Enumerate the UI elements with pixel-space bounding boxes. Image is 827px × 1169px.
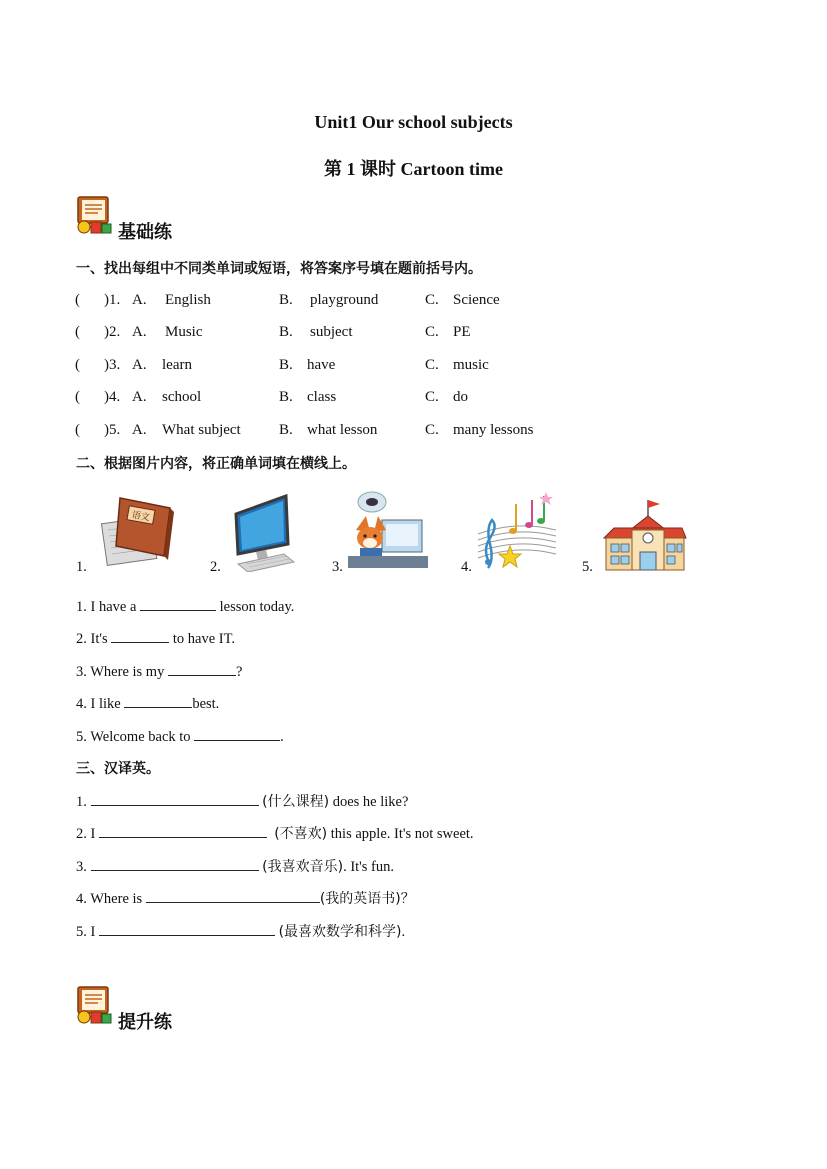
answer-blank[interactable]	[146, 888, 320, 903]
fill-sentence-3	[76, 661, 242, 681]
option-c-letter: C.	[425, 422, 439, 438]
item-after: does he like?	[329, 794, 409, 810]
answer-blank[interactable]	[99, 823, 267, 838]
item-after: this apple. It's not sweet.	[327, 826, 474, 842]
row-paren: (	[75, 422, 80, 438]
pic-label-5: 5.	[582, 559, 593, 575]
option-a-text: Music	[165, 324, 203, 340]
option-a-letter: A.	[132, 389, 147, 405]
item-after: . It's fun.	[343, 859, 395, 875]
item-before: Where is	[90, 891, 143, 907]
book-title-text: 语文	[130, 510, 151, 524]
section-title-advanced: 提升练	[118, 1012, 172, 1033]
pic-label-3: 3.	[332, 559, 343, 575]
item-before: I	[90, 826, 96, 842]
sentence-after: .	[280, 729, 284, 745]
computer-image	[226, 492, 298, 577]
option-c-text: many lessons	[453, 422, 534, 438]
sentence-before: Welcome back to	[90, 729, 191, 745]
item-number: 5.	[76, 924, 87, 940]
item-number: 1.	[76, 794, 87, 810]
option-c-letter: C.	[425, 324, 439, 340]
option-c-letter: C.	[425, 292, 439, 308]
answer-blank[interactable]	[99, 921, 275, 936]
chinese-hint: (我的英语书)	[319, 891, 401, 907]
answer-blank[interactable]	[111, 628, 169, 643]
option-c-text: music	[453, 357, 489, 373]
option-b-letter: B.	[279, 324, 293, 340]
option-c-letter: C.	[425, 389, 439, 405]
row-number: )4.	[104, 389, 121, 405]
school-building-image	[602, 498, 688, 577]
row-paren: (	[75, 324, 80, 340]
answer-blank[interactable]	[91, 791, 259, 806]
sentence-number: 3.	[76, 664, 87, 680]
fill-sentence-5	[76, 726, 284, 746]
answer-blank[interactable]	[124, 693, 192, 708]
pic-label-1: 1.	[76, 559, 87, 575]
sentence-before: I like	[90, 696, 121, 712]
item-number: 2.	[76, 826, 87, 842]
option-a-text: What subject	[162, 422, 241, 438]
sentence-number: 1.	[76, 599, 87, 615]
book-blocks-icon	[76, 196, 114, 241]
option-a-letter: A.	[132, 422, 147, 438]
answer-blank[interactable]	[91, 856, 259, 871]
chinese-book-image	[100, 490, 180, 575]
chinese-hint: (最喜欢数学和科学)	[278, 924, 402, 940]
option-b-letter: B.	[279, 422, 293, 438]
sentence-before: It's	[90, 631, 108, 647]
sentence-number: 2.	[76, 631, 87, 647]
page-subtitle: 第 1 课时 Cartoon time	[324, 159, 503, 179]
fox-computer-image	[348, 490, 428, 577]
option-c-text: PE	[453, 324, 471, 340]
option-b-text: what lesson	[307, 422, 378, 438]
pic-label-4: 4.	[461, 559, 472, 575]
part1-heading: 一、找出每组中不同类单词或短语，将答案序号填在题前括号内。	[76, 261, 482, 277]
option-b-letter: B.	[279, 292, 293, 308]
option-b-text: have	[307, 357, 336, 373]
option-a-letter: A.	[132, 357, 147, 373]
sentence-after: lesson today.	[219, 599, 295, 615]
music-notes-image	[476, 490, 558, 579]
translate-item-4	[76, 888, 415, 908]
item-before: I	[90, 924, 96, 940]
row-number: )1.	[104, 292, 121, 308]
fill-sentence-4	[76, 693, 219, 713]
row-number: )3.	[104, 357, 121, 373]
option-b-text: class	[307, 389, 337, 405]
option-b-text: subject	[310, 324, 353, 340]
chinese-hint: (什么课程)	[262, 794, 330, 810]
sentence-after: best.	[192, 696, 220, 712]
row-paren: (	[75, 389, 80, 405]
option-c-text: do	[453, 389, 468, 405]
translate-item-1	[76, 791, 408, 811]
sentence-after: ?	[235, 664, 243, 680]
sentence-before: Where is my	[90, 664, 165, 680]
translate-item-3	[76, 856, 394, 876]
answer-blank[interactable]	[140, 596, 216, 611]
option-b-letter: B.	[279, 389, 293, 405]
answer-blank[interactable]	[194, 726, 280, 741]
fill-sentence-1	[76, 596, 294, 616]
chinese-hint: (我喜欢音乐)	[262, 859, 344, 875]
sentence-before: I have a	[90, 599, 137, 615]
sentence-number: 4.	[76, 696, 87, 712]
item-after: .	[401, 924, 406, 940]
answer-blank[interactable]	[168, 661, 236, 676]
option-b-letter: B.	[279, 357, 293, 373]
section-title-basic: 基础练	[118, 222, 172, 243]
page-title: Unit1 Our school subjects	[314, 112, 513, 132]
translate-item-5	[76, 921, 405, 941]
sentence-after: to have IT.	[172, 631, 236, 647]
option-a-letter: A.	[132, 324, 147, 340]
item-number: 3.	[76, 859, 87, 875]
translate-item-2	[76, 823, 474, 843]
sentence-number: 5.	[76, 729, 87, 745]
chinese-hint: (不喜欢)	[274, 826, 328, 842]
pic-label-2: 2.	[210, 559, 221, 575]
option-c-text: Science	[453, 292, 500, 308]
item-number: 4.	[76, 891, 87, 907]
option-a-text: learn	[162, 357, 192, 373]
book-blocks-icon	[76, 986, 114, 1031]
fill-sentence-2	[76, 628, 235, 648]
row-number: )2.	[104, 324, 121, 340]
option-a-text: English	[165, 292, 211, 308]
part3-heading: 三、汉译英。	[76, 761, 160, 777]
item-after: ？	[400, 891, 415, 907]
option-b-text: playground	[310, 292, 379, 308]
option-c-letter: C.	[425, 357, 439, 373]
option-a-text: school	[162, 389, 202, 405]
option-a-letter: A.	[132, 292, 147, 308]
row-number: )5.	[104, 422, 121, 438]
row-paren: (	[75, 292, 80, 308]
row-paren: (	[75, 357, 80, 373]
part2-heading: 二、根据图片内容，将正确单词填在横线上。	[76, 456, 356, 472]
